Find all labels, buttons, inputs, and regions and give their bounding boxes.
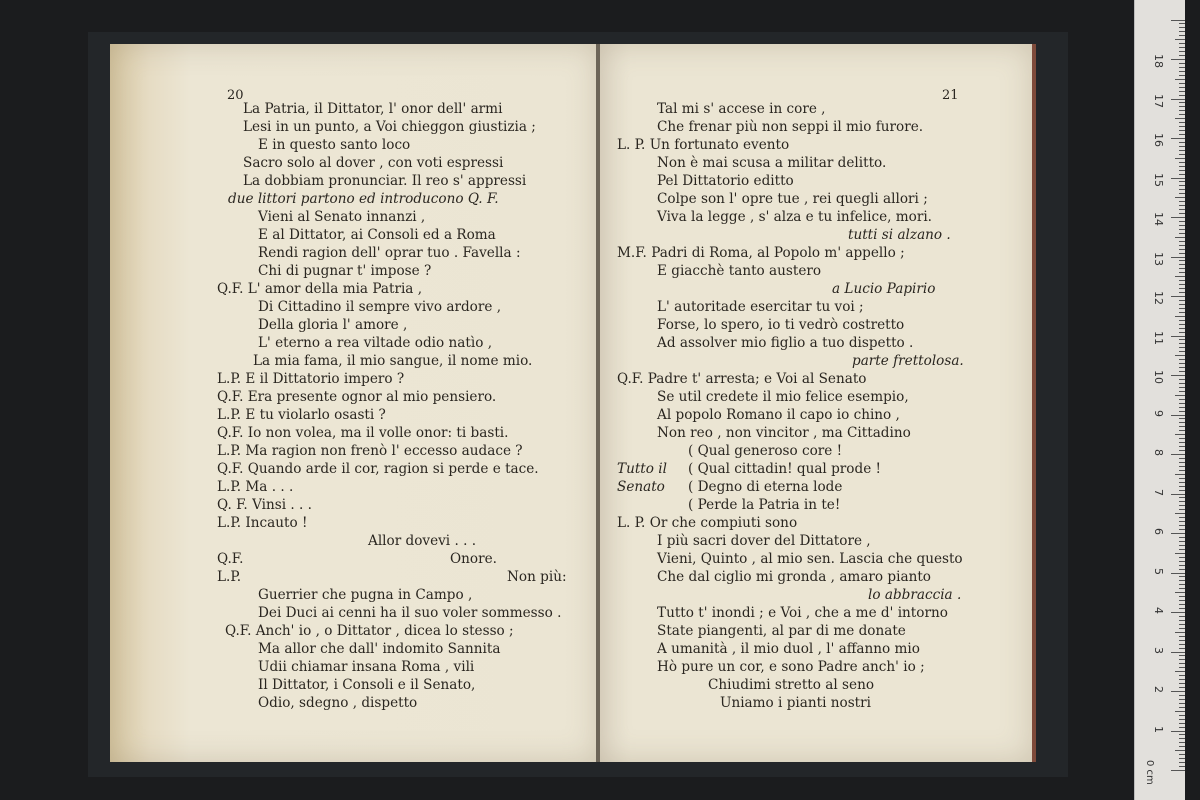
ruler-tick (1179, 537, 1185, 538)
ruler-tick (1179, 391, 1185, 392)
ruler-tick (1179, 758, 1185, 759)
ruler-tick (1179, 35, 1185, 36)
stage-direction-line: due littori partono ed introducono Q. F. (228, 191, 499, 207)
ruler-tick (1175, 39, 1185, 40)
verse-line: L' autoritade esercitar tu voi ; (657, 299, 864, 315)
ruler-tick (1179, 727, 1185, 728)
ruler-number: 6 (1152, 528, 1165, 535)
ruler-tick (1179, 379, 1185, 380)
verse-line: Forse, lo spero, io ti vedrò costretto (657, 317, 905, 333)
ruler-tick (1179, 663, 1185, 664)
verse-line: Non più: (507, 569, 567, 585)
ruler-tick (1179, 27, 1185, 28)
ruler-tick (1179, 497, 1185, 498)
ruler-tick (1179, 83, 1185, 84)
ruler-unit-label: 0 cm (1144, 760, 1155, 785)
verse-line: Vieni, Quinto , al mio sen. Lascia che questo (657, 551, 963, 567)
ruler-number: 5 (1152, 567, 1165, 575)
ruler-tick (1179, 189, 1185, 190)
ruler-tick (1175, 474, 1185, 475)
ruler-tick (1179, 742, 1185, 743)
ruler-tick (1175, 79, 1185, 80)
ruler-tick (1179, 23, 1185, 24)
verse-line: Vieni al Senato innanzi , (258, 209, 426, 225)
ruler-number: 10 (1152, 370, 1165, 384)
verse-line: A umanità , il mio duol , l' affanno mio (657, 641, 920, 657)
verse-line: Viva la legge , s' alza e tu infelice, mori. (657, 209, 933, 225)
stage-direction-line: lo abbraccia . (868, 587, 962, 603)
ruler-tick (1171, 375, 1185, 376)
verse-line: Q.F. Padre t' arresta; e Voi al Senato (617, 371, 867, 387)
ruler-number: 9 (1152, 409, 1165, 417)
ruler-tick (1179, 521, 1185, 522)
ruler-number: 17 (1152, 93, 1165, 108)
verse-line: Allor dovevi . . . (368, 533, 477, 549)
ruler-tick (1179, 87, 1185, 88)
verse-line: L. P. Or che compiuti sono (617, 515, 798, 531)
ruler-tick (1179, 193, 1185, 194)
verse-line: La dobbiam pronunciar. Il reo s' appressi (243, 173, 527, 189)
ruler-tick (1179, 667, 1185, 668)
verse-line: ( Qual generoso core ! (688, 443, 843, 459)
ruler-tick (1179, 249, 1185, 250)
ruler-tick (1179, 418, 1185, 419)
ruler-tick (1179, 596, 1185, 597)
verse-line: State piangenti, al par di me donate (657, 623, 906, 639)
verse-line: Hò pure un cor, e sono Padre anch' io ; (657, 659, 925, 675)
ruler-tick (1179, 280, 1185, 281)
right-page (600, 44, 1036, 762)
verse-line: L.P. (217, 569, 242, 585)
stage-direction-line: tutti si alzano . (848, 227, 951, 243)
verse-line: L.P. E il Dittatorio impero ? (217, 371, 405, 387)
ruler-tick (1179, 170, 1185, 171)
verse-line: Di Cittadino il sempre vivo ardore , (258, 299, 502, 315)
ruler-tick (1179, 762, 1185, 763)
ruler-tick (1179, 142, 1185, 143)
stage-direction-line: a Lucio Papirio (832, 281, 936, 297)
ruler-tick (1179, 343, 1185, 344)
ruler-tick (1179, 478, 1185, 479)
ruler-tick (1179, 387, 1185, 388)
verse-line: Tal mi s' accese in core , (657, 101, 826, 117)
ruler-tick (1179, 205, 1185, 206)
ruler-tick (1179, 687, 1185, 688)
verse-line: E in questo santo loco (258, 137, 411, 153)
verse-line: ( Perde la Patria in te! (688, 497, 841, 513)
verse-line: ( Degno di eterna lode (688, 479, 843, 495)
verse-line: Ad assolver mio figlio a tuo dispetto . (657, 335, 914, 351)
ruler-tick (1179, 608, 1185, 609)
ruler-tick (1179, 209, 1185, 210)
verse-line: M.F. Padri di Roma, al Popolo m' appello ; (617, 245, 905, 261)
ruler-tick (1179, 134, 1185, 135)
ruler-number: 16 (1152, 133, 1165, 147)
ruler-number: 7 (1152, 488, 1165, 496)
verse-line: Pel Dittatorio editto (657, 173, 794, 189)
ruler-tick (1175, 513, 1185, 514)
ruler-number: 3 (1152, 646, 1165, 654)
ruler-tick (1179, 458, 1185, 459)
ruler-tick (1179, 675, 1185, 676)
ruler-tick (1171, 20, 1185, 21)
ruler-tick (1179, 655, 1185, 656)
ruler-tick (1179, 288, 1185, 289)
stage-direction-line: parte frettolosa. (852, 353, 964, 369)
verse-line: Q.F. Quando arde il cor, ragion si perde e tace. (217, 461, 539, 477)
ruler-tick (1179, 130, 1185, 131)
ruler-tick (1179, 636, 1185, 637)
ruler-tick (1179, 122, 1185, 123)
ruler-tick (1171, 573, 1185, 574)
ruler-tick (1171, 652, 1185, 653)
ruler-tick (1175, 592, 1185, 593)
ruler-tick (1179, 185, 1185, 186)
ruler-number: 12 (1152, 291, 1165, 305)
ruler-tick (1179, 233, 1185, 234)
ruler-tick (1179, 213, 1185, 214)
ruler-tick (1175, 395, 1185, 396)
ruler-tick (1179, 604, 1185, 605)
ruler-tick (1171, 217, 1185, 218)
ruler-tick (1179, 644, 1185, 645)
verse-line: L.P. Incauto ! (217, 515, 308, 531)
ruler-tick (1179, 501, 1185, 502)
ruler-tick (1179, 446, 1185, 447)
verse-line: E al Dittator, ai Consoli ed a Roma (258, 227, 496, 243)
ruler-tick (1179, 63, 1185, 64)
ruler-tick (1179, 43, 1185, 44)
ruler-tick (1179, 359, 1185, 360)
ruler-tick (1171, 494, 1185, 495)
ruler-tick (1179, 426, 1185, 427)
ruler-tick (1179, 734, 1185, 735)
ruler-tick (1171, 59, 1185, 60)
ruler-tick (1171, 731, 1185, 732)
ruler-tick (1179, 51, 1185, 52)
ruler-tick (1179, 399, 1185, 400)
ruler-tick (1179, 241, 1185, 242)
ruler-tick (1179, 719, 1185, 720)
verse-line: Q.F. Anch' io , o Dittator , dicea lo stesso ; (225, 623, 514, 639)
verse-line: I più sacri dover del Dittatore , (657, 533, 871, 549)
ruler-tick (1179, 616, 1185, 617)
ruler-tick (1179, 517, 1185, 518)
stage-direction-line: Senato (617, 479, 665, 495)
ruler-tick (1171, 533, 1185, 534)
ruler-tick (1179, 332, 1185, 333)
verse-line: Chiudimi stretto al seno (708, 677, 875, 693)
verse-line: Non è mai scusa a militar delitto. (657, 155, 887, 171)
ruler-tick (1179, 648, 1185, 649)
ruler-tick (1179, 260, 1185, 261)
ruler-tick (1179, 640, 1185, 641)
ruler-tick (1179, 624, 1185, 625)
ruler-tick (1179, 308, 1185, 309)
ruler-tick (1175, 434, 1185, 435)
ruler-tick (1179, 300, 1185, 301)
verse-line: ( Qual cittadin! qual prode ! (688, 461, 882, 477)
ruler-number: 8 (1152, 449, 1165, 456)
verse-line: Colpe son l' opre tue , rei quegli allori ; (657, 191, 928, 207)
ruler-tick (1179, 264, 1185, 265)
ruler-tick (1179, 505, 1185, 506)
ruler-number: 2 (1152, 686, 1165, 693)
ruler-tick (1179, 490, 1185, 491)
verse-line: Lesi in un punto, a Voi chieggon giustizia ; (243, 119, 536, 135)
ruler-tick (1179, 102, 1185, 103)
ruler-number: 1 (1152, 725, 1165, 733)
ruler-tick (1179, 659, 1185, 660)
ruler-tick (1171, 296, 1185, 297)
ruler-tick (1179, 221, 1185, 222)
ruler-tick (1179, 549, 1185, 550)
ruler-tick (1179, 695, 1185, 696)
ruler-number: 13 (1152, 251, 1165, 266)
verse-line: L. P. Un fortunato evento (617, 137, 790, 153)
ruler-tick (1175, 197, 1185, 198)
ruler-tick (1179, 557, 1185, 558)
ruler-tick (1179, 166, 1185, 167)
ruler-tick (1179, 47, 1185, 48)
verse-line: Sacro solo al dover , con voti espressi (243, 155, 504, 171)
ruler-tick (1179, 600, 1185, 601)
ruler-tick (1179, 588, 1185, 589)
ruler-tick (1179, 407, 1185, 408)
ruler-tick (1179, 450, 1185, 451)
ruler-number: 4 (1152, 607, 1165, 614)
ruler-tick (1179, 462, 1185, 463)
ruler-tick (1179, 715, 1185, 716)
ruler-tick (1179, 328, 1185, 329)
ruler-tick (1179, 67, 1185, 68)
ruler-tick (1179, 367, 1185, 368)
ruler-tick (1171, 178, 1185, 179)
ruler-number: 15 (1152, 172, 1165, 187)
verse-line: Uniamo i pianti nostri (720, 695, 871, 711)
ruler-tick (1179, 442, 1185, 443)
ruler-tick (1171, 454, 1185, 455)
verse-line: La Patria, il Dittator, l' onor dell' armi (243, 101, 503, 117)
verse-line: Q. F. Vinsi . . . (217, 497, 312, 513)
ruler-tick (1179, 569, 1185, 570)
ruler-tick (1175, 750, 1185, 751)
ruler-tick (1171, 138, 1185, 139)
ruler-tick (1179, 324, 1185, 325)
ruler-tick (1179, 181, 1185, 182)
ruler-tick (1179, 245, 1185, 246)
ruler-tick (1179, 110, 1185, 111)
ruler-tick (1171, 257, 1185, 258)
ruler-tick (1179, 154, 1185, 155)
ruler-tick (1179, 95, 1185, 96)
verse-line: L.P. Ma . . . (217, 479, 294, 495)
ruler-tick (1171, 336, 1185, 337)
stage-direction-line: Tutto il (617, 461, 667, 477)
ruler-tick (1179, 162, 1185, 163)
ruler-tick (1179, 114, 1185, 115)
ruler-tick (1175, 118, 1185, 119)
ruler-tick (1179, 403, 1185, 404)
ruler-tick (1179, 268, 1185, 269)
page-number-right: 21 (942, 88, 959, 103)
ruler-tick (1179, 229, 1185, 230)
ruler-number: 11 (1152, 330, 1165, 345)
verse-line: Q.F. Io non volea, ma il volle onor: ti basti. (217, 425, 509, 441)
verse-line: Rendi ragion dell' oprar tuo . Favella : (258, 245, 521, 261)
ruler-tick (1179, 55, 1185, 56)
ruler-tick (1179, 284, 1185, 285)
verse-line: L.P. E tu violarlo osasti ? (217, 407, 386, 423)
verse-line: Che frenar più non seppi il mio furore. (657, 119, 924, 135)
ruler-tick (1179, 126, 1185, 127)
ruler-tick (1179, 620, 1185, 621)
ruler-tick (1179, 541, 1185, 542)
ruler-tick (1179, 411, 1185, 412)
ruler-tick (1175, 355, 1185, 356)
ruler-tick (1179, 347, 1185, 348)
ruler-tick (1179, 106, 1185, 107)
ruler-tick (1179, 71, 1185, 72)
verse-line: Ma allor che dall' indomito Sannita (258, 641, 501, 657)
ruler-tick (1179, 509, 1185, 510)
verse-line: Guerrier che pugna in Campo , (258, 587, 473, 603)
ruler-tick (1179, 576, 1185, 577)
ruler-tick (1171, 770, 1185, 771)
ruler-tick (1179, 529, 1185, 530)
ruler-tick (1179, 525, 1185, 526)
ruler-tick (1179, 584, 1185, 585)
ruler-tick (1179, 580, 1185, 581)
ruler-tick (1179, 312, 1185, 313)
ruler-tick (1179, 150, 1185, 151)
ruler-tick (1179, 253, 1185, 254)
ruler-tick (1179, 545, 1185, 546)
ruler-tick (1175, 316, 1185, 317)
verse-line: Udii chiamar insana Roma , vili (258, 659, 475, 675)
verse-line: Q.F. (217, 551, 244, 567)
ruler-tick (1179, 754, 1185, 755)
ruler-tick (1179, 75, 1185, 76)
verse-line: Odio, sdegno , dispetto (258, 695, 418, 711)
ruler-tick (1179, 146, 1185, 147)
verse-line: Se util credete il mio felice esempio, (657, 389, 909, 405)
ruler-tick (1179, 371, 1185, 372)
page-number-left: 20 (227, 88, 244, 103)
ruler-tick (1179, 738, 1185, 739)
ruler-tick (1179, 351, 1185, 352)
ruler-tick (1179, 766, 1185, 767)
ruler-tick (1171, 99, 1185, 100)
left-page (110, 44, 598, 762)
ruler-tick (1179, 699, 1185, 700)
measuring-ruler (1134, 0, 1185, 800)
ruler-tick (1171, 691, 1185, 692)
ruler-tick (1179, 703, 1185, 704)
verse-line: Q.F. Era presente ognor al mio pensiero. (217, 389, 497, 405)
ruler-tick (1179, 438, 1185, 439)
ruler-tick (1179, 225, 1185, 226)
verse-line: Della gloria l' amore , (258, 317, 408, 333)
ruler-tick (1175, 276, 1185, 277)
ruler-tick (1179, 466, 1185, 467)
ruler-tick (1179, 628, 1185, 629)
ruler-tick (1179, 320, 1185, 321)
ruler-tick (1171, 612, 1185, 613)
verse-line: Q.F. L' amor della mia Patria , (217, 281, 423, 297)
ruler-tick (1179, 746, 1185, 747)
ruler-tick (1175, 671, 1185, 672)
ruler-tick (1179, 383, 1185, 384)
ruler-tick (1179, 470, 1185, 471)
ruler-tick (1179, 679, 1185, 680)
verse-line: Tutto t' inondi ; e Voi , che a me d' intorno (657, 605, 948, 621)
ruler-tick (1179, 363, 1185, 364)
ruler-tick (1179, 486, 1185, 487)
ruler-tick (1175, 553, 1185, 554)
ruler-tick (1179, 565, 1185, 566)
ruler-number: 14 (1152, 212, 1165, 226)
ruler-tick (1175, 711, 1185, 712)
ruler-tick (1179, 683, 1185, 684)
ruler-tick (1179, 31, 1185, 32)
verse-line: L' eterno a rea viltade odio natìo , (258, 335, 493, 351)
ruler-tick (1179, 707, 1185, 708)
ruler-tick (1179, 201, 1185, 202)
ruler-tick (1179, 91, 1185, 92)
ruler-tick (1171, 415, 1185, 416)
verse-line: Al popolo Romano il capo io chino , (657, 407, 900, 423)
ruler-tick (1179, 339, 1185, 340)
verse-line: Che dal ciglio mi gronda , amaro pianto (657, 569, 931, 585)
verse-line: E giacchè tanto austero (657, 263, 822, 279)
ruler-tick (1175, 237, 1185, 238)
ruler-tick (1179, 304, 1185, 305)
ruler-tick (1179, 430, 1185, 431)
ruler-tick (1175, 158, 1185, 159)
verse-line: L.P. Ma ragion non frenò l' eccesso audace ? (217, 443, 523, 459)
verse-line: Non reo , non vincitor , ma Cittadino (657, 425, 911, 441)
verse-line: La mia fama, il mio sangue, il nome mio. (253, 353, 533, 369)
ruler-number: 18 (1152, 54, 1165, 68)
verse-line: Il Dittator, i Consoli e il Senato, (258, 677, 476, 693)
ruler-tick (1179, 272, 1185, 273)
ruler-tick (1175, 632, 1185, 633)
verse-line: Dei Duci ai cenni ha il suo voler sommesso . (258, 605, 562, 621)
ruler-tick (1179, 422, 1185, 423)
verse-line: Chi di pugnar t' impose ? (258, 263, 432, 279)
ruler-tick (1179, 292, 1185, 293)
verse-line: Onore. (450, 551, 497, 567)
ruler-tick (1179, 482, 1185, 483)
ruler-tick (1179, 723, 1185, 724)
ruler-tick (1179, 561, 1185, 562)
ruler-tick (1179, 174, 1185, 175)
